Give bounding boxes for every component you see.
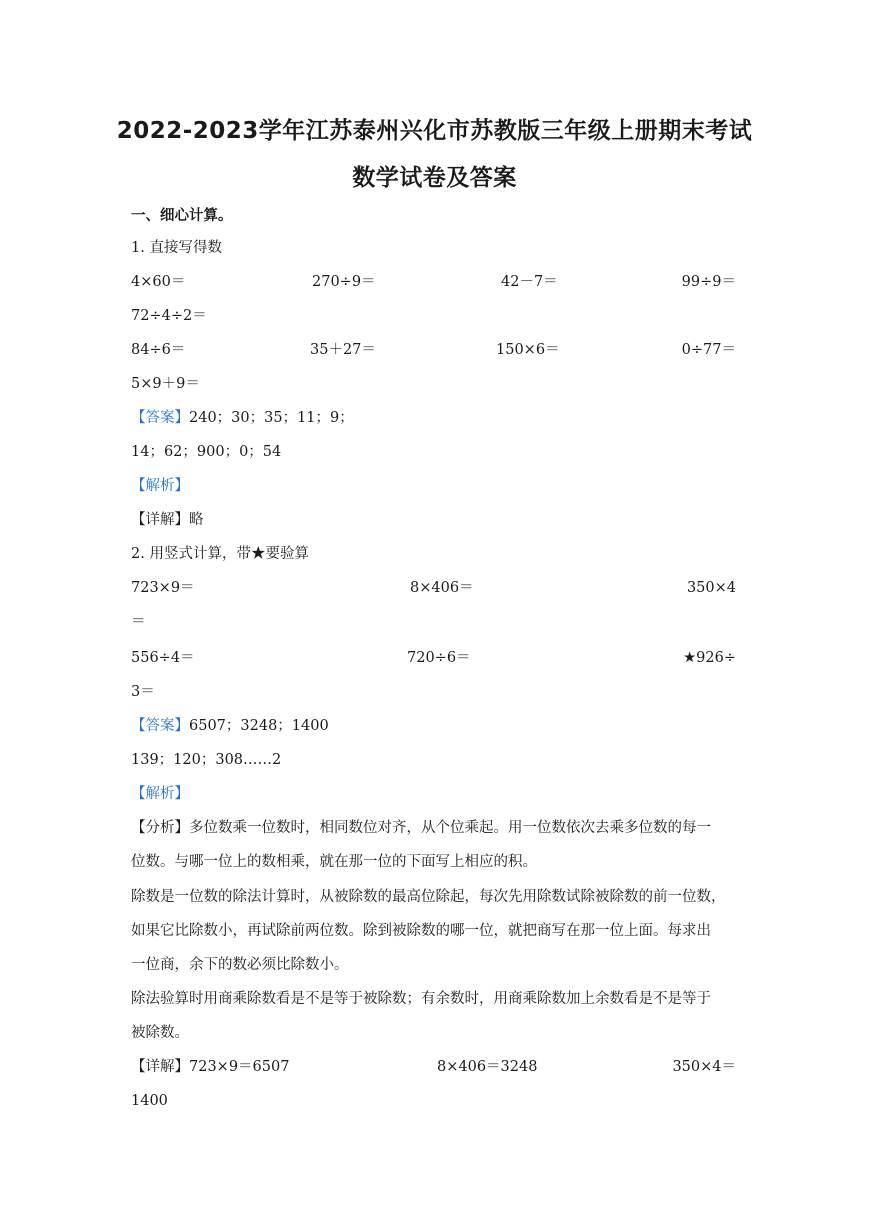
q2-expression: 720÷6＝ bbox=[407, 650, 471, 666]
answer-tag: 【答案】 bbox=[131, 410, 189, 426]
q1-detail: 【详解】略 bbox=[131, 512, 204, 528]
q2-expression: 350×4 bbox=[686, 580, 736, 596]
q2-detail: 【详解】723×9＝6507 bbox=[131, 1059, 290, 1075]
q1-analysis-tag: 【解析】 bbox=[131, 478, 189, 494]
q2-expression-wrap: ＝ bbox=[131, 614, 146, 630]
document-title-line-2: 数学试卷及答案 bbox=[352, 165, 517, 191]
q1-answer bbox=[131, 408, 354, 428]
q2-expression: 8×406＝ bbox=[410, 580, 474, 596]
analysis-paragraph: 位数。与哪一位上的数相乘，就在那一位的下面写上相应的积。 bbox=[131, 854, 537, 870]
answer-text: 240；30；35；11；9； bbox=[189, 410, 354, 426]
q1-expression: 4×60＝ bbox=[131, 274, 186, 290]
q2-expression: 723×9＝ bbox=[131, 580, 195, 596]
q2-expression: 556÷4＝ bbox=[131, 650, 195, 666]
analysis-paragraph: 一位商，余下的数必须比除数小。 bbox=[131, 957, 349, 973]
q2-answer bbox=[131, 716, 329, 736]
question-1-label: 1. 直接写得数 bbox=[131, 240, 222, 256]
q2-expression-wrap: 3＝ bbox=[131, 684, 155, 700]
answer-text: 6507；3248；1400 bbox=[189, 718, 329, 734]
q2-detail-wrap: 1400 bbox=[131, 1093, 168, 1109]
analysis-paragraph: 被除数。 bbox=[131, 1025, 189, 1041]
q2-expression: ★926÷ bbox=[683, 650, 736, 666]
analysis-paragraph: 除数是一位数的除法计算时，从被除数的最高位除起，每次先用除数试除被除数的前一位数， bbox=[131, 889, 726, 905]
analysis-paragraph: 【分析】多位数乘一位数时，相同数位对齐，从个位乘起。用一位数依次去乘多位数的每一 bbox=[131, 820, 711, 836]
q1-expression: 42－7＝ bbox=[501, 274, 558, 290]
analysis-paragraph: 除法验算时用商乘除数看是不是等于被除数；有余数时，用商乘除数加上余数看是不是等于 bbox=[131, 991, 711, 1007]
q1-answer-line-2: 14；62；900；0；54 bbox=[131, 444, 282, 460]
section-heading: 一、细心计算。 bbox=[131, 208, 233, 224]
q1-expression: 5×9＋9＝ bbox=[131, 376, 200, 392]
question-2-label: 2. 用竖式计算，带★要验算 bbox=[131, 546, 309, 562]
analysis-paragraph: 如果它比除数小，再试除前两位数。除到被除数的哪一位，就把商写在那一位上面。每求出 bbox=[131, 923, 711, 939]
document-title-line-1: 2022-2023学年江苏泰州兴化市苏教版三年级上册期末考试 bbox=[116, 118, 753, 144]
answer-tag: 【答案】 bbox=[131, 718, 189, 734]
q2-detail: 8×406＝3248 bbox=[437, 1059, 538, 1075]
q1-expression: 0÷77＝ bbox=[681, 342, 736, 358]
q1-expression: 72÷4÷2＝ bbox=[131, 308, 207, 324]
q1-expression: 270÷9＝ bbox=[312, 274, 376, 290]
q1-expression: 150×6＝ bbox=[496, 342, 560, 358]
q1-expression: 35＋27＝ bbox=[310, 342, 376, 358]
q2-analysis-tag: 【解析】 bbox=[131, 786, 189, 802]
q1-expression: 99÷9＝ bbox=[681, 274, 736, 290]
q2-detail: 350×4＝ bbox=[672, 1059, 736, 1075]
q2-answer-line-2: 139；120；308……2 bbox=[131, 752, 282, 768]
q1-expression: 84÷6＝ bbox=[131, 342, 186, 358]
